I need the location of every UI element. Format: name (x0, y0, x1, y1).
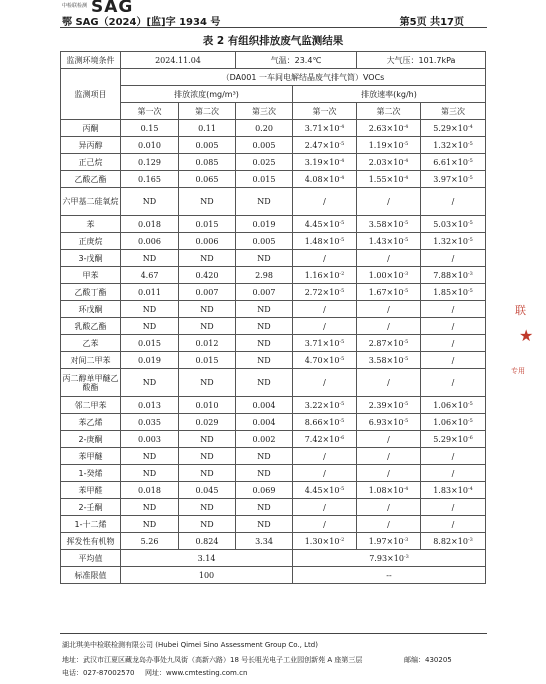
rate-cell: $2.87\times 10^{-5}$ (357, 335, 421, 352)
rate-cell: $8.66\times 10^{-5}$ (293, 414, 357, 431)
emission-results-table (60, 51, 486, 584)
rate-cell: / (421, 301, 486, 318)
time-header: 第二次 (179, 103, 236, 120)
table-row (61, 250, 486, 267)
concentration-cell: 0.824 (179, 533, 236, 550)
footer-address: 地址：武汉市江夏区藏龙岛办事处九凤街（高新六路）18 号长咀光电子工业园创新苑 A 座第三层 (62, 656, 363, 664)
rate-cell: $3.97\times 10^{-5}$ (421, 171, 486, 188)
rate-cell: $5.29\times 10^{-6}$ (421, 431, 486, 448)
rate-cell: $1.55\times 10^{-4}$ (357, 171, 421, 188)
rate-cell: / (293, 465, 357, 482)
concentration-cell: ND (179, 516, 236, 533)
concentration-cell: ND (121, 318, 179, 335)
pollutant-name: 苯乙烯 (61, 414, 121, 431)
rate-cell: $2.63\times 10^{-4}$ (357, 120, 421, 137)
rate-cell: / (421, 335, 486, 352)
table-row (61, 516, 486, 533)
rate-cell: $3.71\times 10^{-4}$ (293, 120, 357, 137)
rate-cell: $8.82\times 10^{-3}$ (421, 533, 486, 550)
concentration-cell: ND (236, 499, 293, 516)
concentration-cell: ND (121, 369, 179, 397)
rate-cell: $2.47\times 10^{-5}$ (293, 137, 357, 154)
rate-cell: / (421, 499, 486, 516)
seal-text: 专用 (511, 367, 525, 375)
concentration-cell: ND (236, 352, 293, 369)
average-rate: $7.93\times 10^{-3}$ (293, 550, 486, 567)
concentration-cell: ND (121, 499, 179, 516)
time-header: 第一次 (121, 103, 179, 120)
rate-cell: $1.06\times 10^{-5}$ (421, 414, 486, 431)
rate-cell: $3.58\times 10^{-5}$ (357, 216, 421, 233)
rate-cell: $1.06\times 10^{-5}$ (421, 397, 486, 414)
rate-cell: / (421, 369, 486, 397)
concentration-cell: ND (236, 516, 293, 533)
limit-concentration: 100 (121, 567, 293, 584)
concentration-cell: 0.015 (236, 171, 293, 188)
table-row (61, 533, 486, 550)
table-row (61, 318, 486, 335)
pollutant-name: 六甲基二硅氧烷 (61, 188, 121, 216)
star-icon: ★ (519, 326, 534, 345)
rate-cell: $1.16\times 10^{-2}$ (293, 267, 357, 284)
header-divider (60, 27, 487, 28)
concentration-cell: 4.67 (121, 267, 179, 284)
concentration-cell: 0.012 (179, 335, 236, 352)
concentration-cell: 0.006 (121, 233, 179, 250)
rate-cell: / (357, 499, 421, 516)
rate-cell: $1.97\times 10^{-3}$ (357, 533, 421, 550)
rate-cell: / (421, 448, 486, 465)
rate-cell: $4.45\times 10^{-5}$ (293, 482, 357, 499)
table-row (61, 233, 486, 250)
rate-cell: $1.83\times 10^{-4}$ (421, 482, 486, 499)
footer-divider (60, 633, 487, 634)
rate-cell: / (357, 448, 421, 465)
pollutant-name: 1-癸烯 (61, 465, 121, 482)
rate-cell: $1.08\times 10^{-4}$ (357, 482, 421, 499)
condition-row (61, 52, 486, 69)
concentration-cell: 0.129 (121, 154, 179, 171)
rate-cell: / (293, 448, 357, 465)
rate-cell: $4.45\times 10^{-5}$ (293, 216, 357, 233)
average-row (61, 550, 486, 567)
rate-cell: / (293, 369, 357, 397)
average-label: 平均值 (61, 550, 121, 567)
concentration-cell: 3.34 (236, 533, 293, 550)
concentration-cell: ND (121, 448, 179, 465)
concentration-cell: 0.20 (236, 120, 293, 137)
average-concentration: 3.14 (121, 550, 293, 567)
pollutant-name: 2-壬酮 (61, 499, 121, 516)
rate-cell: $3.71\times 10^{-5}$ (293, 335, 357, 352)
concentration-cell: 0.069 (236, 482, 293, 499)
limit-label: 标准限值 (61, 567, 121, 584)
pollutant-name: 环戊酮 (61, 301, 121, 318)
rate-cell: / (357, 516, 421, 533)
times-header-row (61, 103, 486, 120)
rate-cell: $1.48\times 10^{-5}$ (293, 233, 357, 250)
table-row (61, 482, 486, 499)
pollutant-name: 苯 (61, 216, 121, 233)
concentration-cell: ND (236, 335, 293, 352)
rate-cell: $3.22\times 10^{-5}$ (293, 397, 357, 414)
pollutant-name: 乳酸乙酯 (61, 318, 121, 335)
concentration-cell: ND (179, 448, 236, 465)
rate-cell: $7.42\times 10^{-6}$ (293, 431, 357, 448)
concentration-cell: 0.011 (121, 284, 179, 301)
concentration-cell: ND (179, 431, 236, 448)
concentration-cell: ND (121, 465, 179, 482)
table-row (61, 352, 486, 369)
pollutant-name: 苯甲醚 (61, 448, 121, 465)
footer-phone: 电话：027-87002570 (62, 669, 135, 677)
rate-cell: $1.32\times 10^{-5}$ (421, 137, 486, 154)
concentration-cell: ND (179, 250, 236, 267)
condition-label: 监测环境条件 (61, 52, 121, 69)
concentration-cell: ND (121, 250, 179, 267)
concentration-cell: 0.165 (121, 171, 179, 188)
source-row (61, 69, 486, 86)
concentration-cell: 5.26 (121, 533, 179, 550)
seal-text: 联 (515, 304, 526, 317)
table-row (61, 397, 486, 414)
table-row (61, 216, 486, 233)
rate-cell: / (357, 250, 421, 267)
rate-cell: $2.03\times 10^{-4}$ (357, 154, 421, 171)
concentration-cell: ND (121, 301, 179, 318)
table-row (61, 335, 486, 352)
rate-cell: / (421, 318, 486, 335)
concentration-cell: 0.004 (236, 397, 293, 414)
concentration-cell: 0.420 (179, 267, 236, 284)
rate-cell: $2.72\times 10^{-5}$ (293, 284, 357, 301)
concentration-cell: 0.005 (236, 233, 293, 250)
concentration-header: 排放浓度(mg/m³) (121, 86, 293, 103)
concentration-cell: 0.003 (121, 431, 179, 448)
footer-postcode: 邮编：430205 (404, 656, 452, 664)
pollutant-name: 正庚烷 (61, 233, 121, 250)
concentration-cell: 0.019 (121, 352, 179, 369)
concentration-cell: ND (121, 516, 179, 533)
rate-cell: / (293, 516, 357, 533)
rate-cell: / (421, 516, 486, 533)
table-row (61, 448, 486, 465)
table-row (61, 414, 486, 431)
pollutant-name: 3-戊酮 (61, 250, 121, 267)
rate-cell: / (357, 301, 421, 318)
pollutant-name: 乙酸乙酯 (61, 171, 121, 188)
concentration-cell: 0.004 (236, 414, 293, 431)
rate-cell: / (293, 188, 357, 216)
concentration-cell: 0.018 (121, 216, 179, 233)
concentration-cell: 0.025 (236, 154, 293, 171)
emission-source: （DA001 一车间电解结晶废气排气筒）VOCs (121, 69, 486, 86)
company-logo-caption: 中检联检测 (62, 3, 88, 9)
rate-cell: $1.19\times 10^{-5}$ (357, 137, 421, 154)
rate-cell: / (357, 465, 421, 482)
pollutant-name: 正己烷 (61, 154, 121, 171)
rate-cell: $4.70\times 10^{-5}$ (293, 352, 357, 369)
time-header: 第一次 (293, 103, 357, 120)
concentration-cell: ND (236, 465, 293, 482)
temperature: 气温：23.4℃ (236, 52, 357, 69)
table-row (61, 137, 486, 154)
rate-cell: $6.61\times 10^{-5}$ (421, 154, 486, 171)
pollutant-name: 甲苯 (61, 267, 121, 284)
rate-cell: $3.19\times 10^{-4}$ (293, 154, 357, 171)
rate-cell: / (357, 188, 421, 216)
pollutant-name: 挥发性有机物 (61, 533, 121, 550)
monitoring-date: 2024.11.04 (121, 52, 236, 69)
footer-website: 网址：www.cmtesting.com.cn (145, 669, 248, 677)
table-row (61, 154, 486, 171)
table-row (61, 499, 486, 516)
concentration-cell: 0.15 (121, 120, 179, 137)
concentration-cell: 0.045 (179, 482, 236, 499)
table-row (61, 369, 486, 397)
pollutant-name: 对间二甲苯 (61, 352, 121, 369)
concentration-cell: ND (236, 188, 293, 216)
concentration-cell: 0.007 (179, 284, 236, 301)
concentration-cell: ND (179, 318, 236, 335)
group-header-row (61, 86, 486, 103)
rate-cell: $1.85\times 10^{-5}$ (421, 284, 486, 301)
concentration-cell: ND (236, 301, 293, 318)
concentration-cell: 0.015 (179, 352, 236, 369)
pollutant-name: 丙酮 (61, 120, 121, 137)
concentration-cell: 0.013 (121, 397, 179, 414)
concentration-cell: 0.019 (236, 216, 293, 233)
rate-cell: / (421, 352, 486, 369)
pollutant-name: 2-庚酮 (61, 431, 121, 448)
table-row (61, 465, 486, 482)
pollutant-name: 乙酸丁酯 (61, 284, 121, 301)
pollutant-name: 邻二甲苯 (61, 397, 121, 414)
report-number: 鄂 SAG（2024）[监]字 1934 号 (62, 17, 221, 28)
concentration-cell: ND (121, 188, 179, 216)
concentration-cell: 0.005 (179, 137, 236, 154)
page-number: 第5页 共17页 (399, 17, 464, 28)
rate-cell: $1.43\times 10^{-5}$ (357, 233, 421, 250)
rate-cell: $3.58\times 10^{-5}$ (357, 352, 421, 369)
time-header: 第二次 (357, 103, 421, 120)
table-row (61, 171, 486, 188)
concentration-cell: 0.065 (179, 171, 236, 188)
concentration-cell: 2.98 (236, 267, 293, 284)
table-row (61, 267, 486, 284)
rate-cell: / (293, 499, 357, 516)
result-rows (61, 120, 486, 550)
concentration-cell: ND (236, 250, 293, 267)
limit-rate: -- (293, 567, 486, 584)
concentration-cell: 0.015 (121, 335, 179, 352)
rate-cell: $5.29\times 10^{-4}$ (421, 120, 486, 137)
limit-row (61, 567, 486, 584)
concentration-cell: ND (179, 499, 236, 516)
rate-cell: $1.32\times 10^{-5}$ (421, 233, 486, 250)
pollutant-name: 丙二醇单甲醚乙酸酯 (61, 369, 121, 397)
table-row (61, 284, 486, 301)
concentration-cell: 0.035 (121, 414, 179, 431)
pollutant-name: 乙苯 (61, 335, 121, 352)
concentration-cell: ND (236, 318, 293, 335)
rate-cell: $1.30\times 10^{-2}$ (293, 533, 357, 550)
company-logo: SAG (91, 0, 134, 17)
rate-cell: $5.03\times 10^{-5}$ (421, 216, 486, 233)
rate-cell: / (357, 431, 421, 448)
concentration-cell: 0.006 (179, 233, 236, 250)
table-title: 表 2 有组织排放废气监测结果 (202, 35, 344, 47)
rate-cell: $4.08\times 10^{-4}$ (293, 171, 357, 188)
rate-cell: / (293, 318, 357, 335)
concentration-cell: 0.007 (236, 284, 293, 301)
concentration-cell: 0.005 (236, 137, 293, 154)
footer-company: 湖北琪美中检联检测有限公司 (Hubei Qimei Sino Assessment Group Co., Ltd) (62, 641, 318, 649)
concentration-cell: 0.11 (179, 120, 236, 137)
official-seal (505, 300, 545, 390)
rate-cell: / (421, 465, 486, 482)
concentration-cell: ND (179, 369, 236, 397)
concentration-cell: 0.010 (179, 397, 236, 414)
concentration-cell: ND (179, 301, 236, 318)
rate-cell: $7.88\times 10^{-3}$ (421, 267, 486, 284)
concentration-cell: ND (236, 448, 293, 465)
item-header: 监测项目 (61, 69, 121, 120)
rate-cell: / (357, 369, 421, 397)
concentration-cell: 0.010 (121, 137, 179, 154)
rate-cell: / (421, 250, 486, 267)
concentration-cell: 0.002 (236, 431, 293, 448)
rate-cell: / (421, 188, 486, 216)
concentration-cell: 0.015 (179, 216, 236, 233)
time-header: 第三次 (421, 103, 486, 120)
rate-cell: / (293, 301, 357, 318)
pollutant-name: 异丙醇 (61, 137, 121, 154)
rate-cell: $6.93\times 10^{-5}$ (357, 414, 421, 431)
table-row (61, 120, 486, 137)
concentration-cell: ND (236, 369, 293, 397)
table-row (61, 188, 486, 216)
rate-cell: / (293, 250, 357, 267)
concentration-cell: ND (179, 465, 236, 482)
time-header: 第三次 (236, 103, 293, 120)
rate-header: 排放速率(kg/h) (293, 86, 486, 103)
pollutant-name: 苯甲醛 (61, 482, 121, 499)
rate-cell: $2.39\times 10^{-5}$ (357, 397, 421, 414)
table-row (61, 431, 486, 448)
concentration-cell: ND (179, 188, 236, 216)
rate-cell: $1.00\times 10^{-3}$ (357, 267, 421, 284)
pollutant-name: 1-十二烯 (61, 516, 121, 533)
concentration-cell: 0.018 (121, 482, 179, 499)
concentration-cell: 0.029 (179, 414, 236, 431)
rate-cell: / (357, 318, 421, 335)
table-row (61, 301, 486, 318)
rate-cell: $1.67\times 10^{-5}$ (357, 284, 421, 301)
concentration-cell: 0.085 (179, 154, 236, 171)
pressure: 大气压：101.7kPa (357, 52, 486, 69)
